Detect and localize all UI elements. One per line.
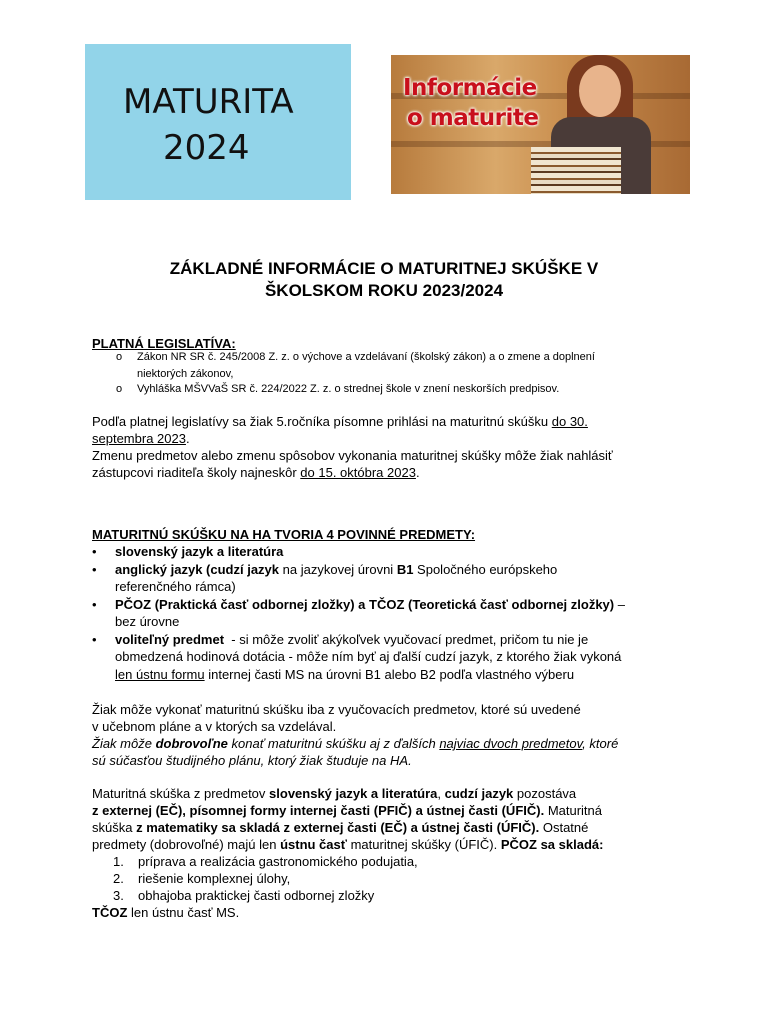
list-number: 2. (113, 871, 124, 886)
subject-item-cont (115, 666, 676, 683)
text: . (415, 465, 420, 480)
text: Podľa platnej legislatívy sa žiak 5.ročníka písomne prihlási na maturitnú skúšku (92, 414, 552, 429)
subject-item (115, 561, 676, 578)
text: B1 (396, 562, 414, 577)
legislation-item: Zákon NR SR č. 245/2008 Z. z. o výchove a vzdelávaní (školský zákon) a o zmene a doplnení (137, 351, 595, 363)
structure-paragraph-cont (92, 836, 676, 853)
maturita-banner (85, 44, 351, 200)
optional-paragraph-cont: v učebnom pláne a v ktorých sa vzdelával. (92, 719, 337, 734)
document-title (100, 258, 668, 302)
info-photo-banner (391, 55, 690, 194)
text: len ústnu formu (115, 667, 205, 682)
legislation-item: Vyhláška MŠVVaŠ SR č. 224/2022 Z. z. o strednej škole v znení neskorších predpisov. (137, 383, 560, 395)
legislation-heading: PLATNÁ LEGISLATÍVA: (92, 336, 236, 351)
structure-paragraph-cont (92, 819, 676, 836)
change-paragraph-cont (92, 464, 676, 481)
text: voliteľný predmet (115, 632, 225, 647)
photo-caption-line2: o maturite (407, 105, 539, 131)
text: TČOZ (92, 905, 128, 920)
pcoz-part: riešenie komplexnej úlohy, (138, 871, 291, 886)
text: Ostatné (539, 820, 589, 835)
text: z externej (EČ), písomnej formy internej časti (PFIČ) a ústnej časti (ÚFIČ). (92, 803, 545, 818)
subject-item (115, 596, 676, 613)
text: na jazykovej úrovni (279, 562, 397, 577)
subject-item-cont: bez úrovne (115, 614, 180, 629)
text: Žiak môže (92, 736, 156, 751)
text: internej časti MS na úrovni B1 alebo B2 podľa vlastného výberu (204, 667, 575, 682)
deadline-date: septembra 2023 (92, 431, 186, 446)
tcoz-line (92, 904, 676, 921)
text: Spoločného európskeho (413, 562, 558, 577)
text: ústnu časť (280, 837, 347, 852)
banner-year: 2024 (163, 128, 250, 168)
text: slovenský jazyk a literatúra (269, 786, 438, 801)
subject-item: slovenský jazyk a literatúra (115, 544, 284, 559)
structure-paragraph-cont (92, 802, 676, 819)
text: , ktoré (582, 736, 619, 751)
list-marker: o (116, 383, 123, 395)
pcoz-part: obhajoba praktickej časti odbornej zložky (138, 888, 375, 903)
text: maturitnej skúšky (ÚFIČ). (346, 837, 501, 852)
text: Maturitná (544, 803, 603, 818)
bullet-marker: • (92, 544, 97, 559)
text: . (185, 431, 190, 446)
text: najviac dvoch predmetov (439, 736, 583, 751)
text: – (614, 597, 625, 612)
text: konať maturitnú skúšku aj z ďalších (227, 736, 440, 751)
subject-item-cont: referenčného rámca) (115, 579, 236, 594)
pcoz-part: príprava a realizácia gastronomického podujatia, (138, 854, 418, 869)
list-number: 1. (113, 854, 124, 869)
banner-title: MATURITA (123, 82, 294, 122)
optional-paragraph: Žiak môže vykonať maturitnú skúšku iba z vyučovacích predmetov, ktoré sú uvedené (92, 702, 581, 717)
registration-paragraph (92, 413, 676, 430)
text: z matematiky sa skladá z externej časti (EČ) a ústnej časti (ÚFIČ). (136, 820, 540, 835)
deadline-date: do 15. októbra 2023 (300, 465, 416, 480)
change-paragraph: Zmenu predmetov alebo zmenu spôsobov vykonania maturitnej skúšky môže žiak nahlásiť (92, 448, 613, 463)
bullet-marker: • (92, 562, 97, 577)
subject-item (115, 631, 676, 648)
text: , (437, 786, 445, 801)
voluntary-paragraph-cont: sú súčasťou študijného plánu, ktorý žiak študuje na HA. (92, 753, 412, 768)
text: Maturitná skúška z predmetov (92, 786, 270, 801)
text: skúška (92, 820, 137, 835)
voluntary-paragraph (92, 735, 676, 752)
bullet-marker: • (92, 632, 97, 647)
title-line: ŠKOLSKOM ROKU 2023/2024 (264, 281, 504, 300)
bullet-marker: • (92, 597, 97, 612)
structure-paragraph (92, 785, 676, 802)
text: predmety (dobrovoľné) majú len (92, 837, 281, 852)
list-number: 3. (113, 888, 124, 903)
legislation-item-cont: niektorých zákonov, (137, 368, 234, 380)
text: - si môže zvoliť akýkoľvek vyučovací predmet, pričom tu nie je (224, 632, 589, 647)
text: cudzí jazyk (444, 786, 514, 801)
title-line: ZÁKLADNÉ INFORMÁCIE O MATURITNEJ SKÚŠKE V (169, 259, 599, 278)
registration-paragraph-cont (92, 430, 676, 447)
subject-item-cont: obmedzená hodinová dotácia - môže ním byť aj ďalší cudzí jazyk, z ktorého žiak vykoná (115, 649, 622, 664)
text: PČOZ sa skladá: (500, 837, 604, 852)
photo-caption-line1: Informácie (403, 75, 537, 101)
text: len ústnu časť MS. (127, 905, 240, 920)
text: zástupcovi riaditeľa školy najneskôr (92, 465, 301, 480)
text: anglický jazyk (cudzí jazyk (115, 562, 280, 577)
subjects-heading: MATURITNÚ SKÚŠKU NA HA TVORIA 4 POVINNÉ PREDMETY: (92, 527, 476, 542)
text: dobrovoľne (155, 736, 228, 751)
text: PČOZ (Praktická časť odbornej zložky) a TČOZ (Teoretická časť odbornej zložky) (115, 597, 615, 612)
deadline-date: do 30. (551, 414, 588, 429)
list-marker: o (116, 351, 123, 363)
text: pozostáva (513, 786, 577, 801)
student-photo-head (579, 65, 621, 117)
book-stack (531, 147, 621, 194)
